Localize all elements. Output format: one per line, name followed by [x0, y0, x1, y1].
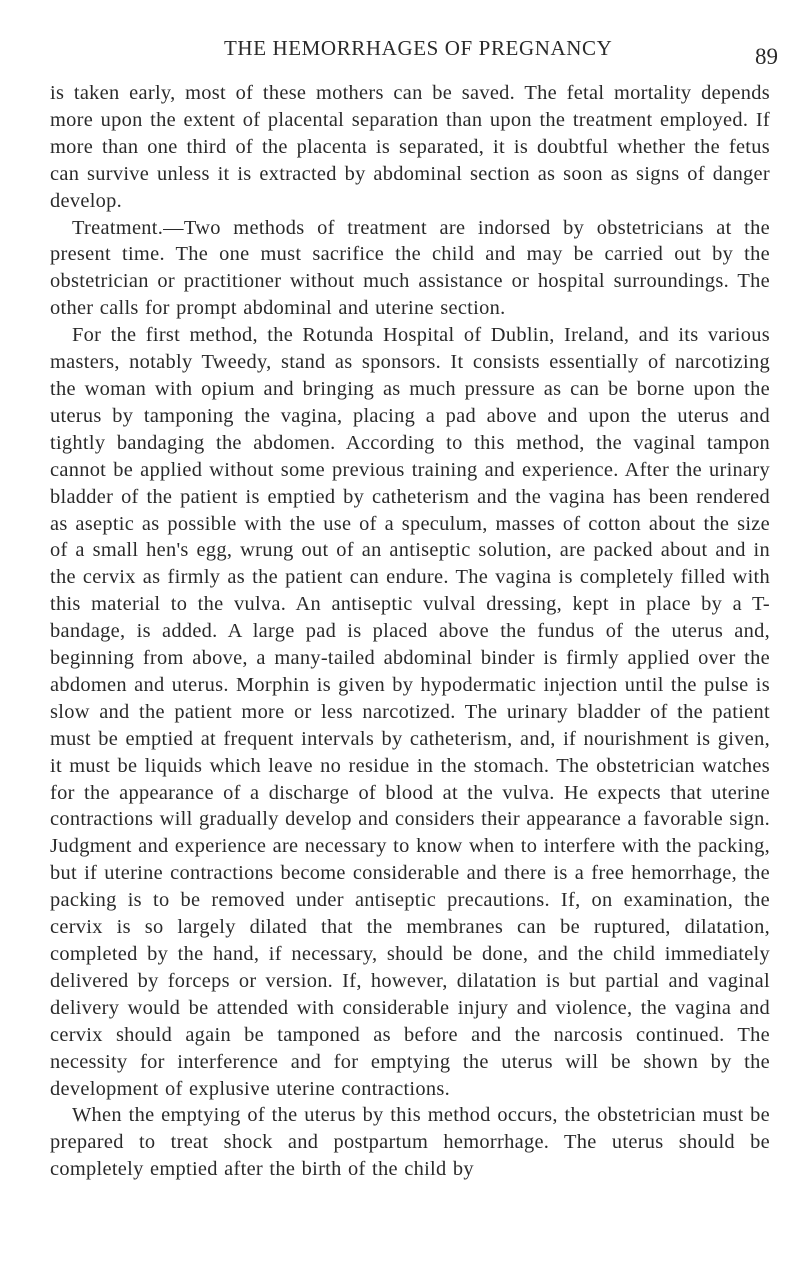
paragraph-treatment: [50, 215, 770, 323]
page-number: 89: [755, 44, 778, 69]
paragraph-text: —Two methods of treatment are indorsed by obstetricians at the present time. The one must sacrifice the child and may be carried out by the obstetrician or practitioner without much assistance or hospital surroundings. The other calls for prompt abdominal and uterine section.: [50, 216, 770, 320]
section-heading: Treatment.: [72, 216, 164, 239]
paragraph: is taken early, most of these mothers can be saved. The fetal mortality depends more upon the extent of placental separation than upon the treatment employed. If more than one third of the placenta is separated, it is doubtful whether the fetus can survive unless it is extracted by abdominal section as soon as signs of danger develop.: [50, 82, 770, 212]
paragraph: For the first method, the Rotunda Hospital of Dublin, Ireland, and its various masters, notably Tweedy, stand as sponsors. It consists essentially of narcotizing the woman with opium and bringing as much pressure as can be borne upon the uterus by tamponing the vagina, placing a pad above and upon the uterus and tightly bandaging the abdomen. According to this method, the vaginal tampon cannot be applied without some previous training and experience. After the urinary bladder of the patient is emptied by catheterism and the vagina has been rendered as aseptic as possible with the use of a speculum, masses of cotton about the size of a small hen's egg, wrung out of an antiseptic solution, are packed about and in the cervix as firmly as the patient can endure. The vagina is completely filled with this material to the vulva. An antiseptic vulval dressing, kept in place by a T-bandage, is added. A large pad is placed above the fundus of the uterus and, beginning from above, a many-tailed abdominal binder is firmly applied over the abdomen and uterus. Morphin is given by hypodermatic injection until the pulse is slow and the patient more or less narcotized. The urinary bladder of the patient must be emptied at frequent intervals by catheterism, and, if nourishment is given, it must be liquids which leave no residue in the stomach. The obstetrician watches for the appearance of a discharge of blood at the vulva. He expects that uterine contractions will gradually develop and considers their appearance a favorable sign. Judgment and experience are necessary to know when to interfere with the packing, but if uterine contractions become considerable and there is a free hemorrhage, the packing is to be removed under antiseptic precautions. If, on examination, the cervix is so largely dilated that the membranes can be ruptured, dilatation, completed by the hand, if necessary, should be done, and the child immediately delivered by forceps or version. If, however, dilatation is but partial and vaginal delivery would be attended with considerable injury and violence, the vagina and cervix should again be tamponed as before and the narcosis continued. The necessity for interference and for emptying the uterus will be shown by the development of explusive uterine contractions.: [50, 324, 770, 1100]
running-title: THE HEMORRHAGES OF PREGNANCY: [224, 36, 613, 60]
body-text: [50, 80, 770, 1183]
paragraph: When the emptying of the uterus by this method occurs, the obstetrician must be prepared to treat shock and postpartum hemorrhage. The uterus should be completely emptied after the birth of the child by: [50, 1104, 770, 1181]
